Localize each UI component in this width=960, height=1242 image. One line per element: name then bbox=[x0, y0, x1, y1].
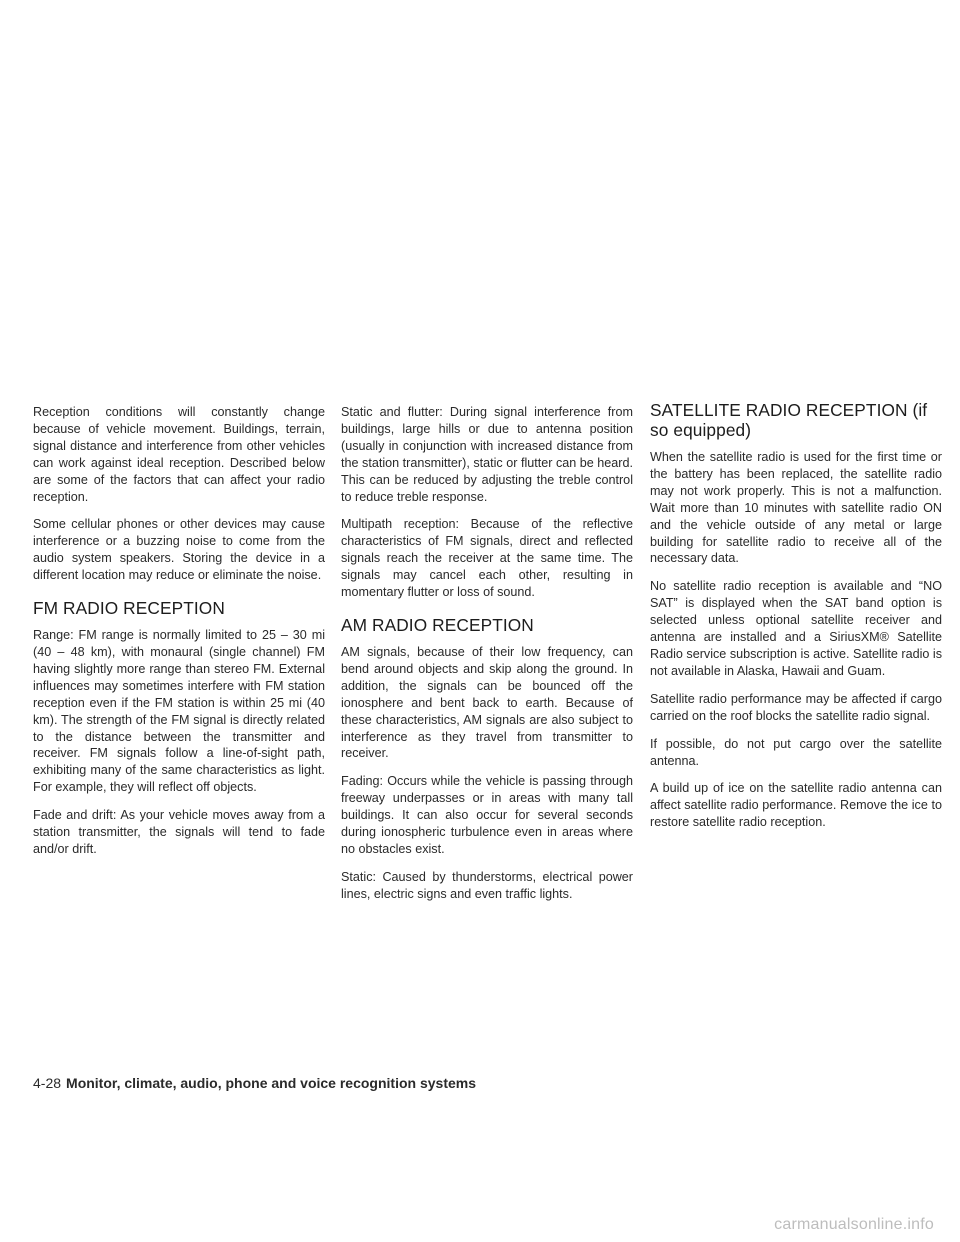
fm-fade-drift-paragraph: Fade and drift: As your vehicle moves away from a station transmitter, the signals will tend to fade and/or drift. bbox=[33, 808, 325, 856]
watermark: carmanualsonline.info bbox=[774, 1216, 934, 1233]
satellite-antenna-paragraph: If possible, do not put cargo over the satellite antenna. bbox=[650, 736, 942, 768]
page-number: 4-28 bbox=[33, 1075, 62, 1091]
satellite-ice-paragraph: A build up of ice on the satellite radio antenna can affect satellite radio performance. Remove the ice to restore satellite radio reception. bbox=[650, 781, 942, 830]
intro-paragraph: Reception conditions will constantly change because of vehicle movement. Buildings, terrain, signal distance and interference from other vehicles can work against ideal reception. Described below are some of the factors that can affect your radio reception. bbox=[33, 405, 325, 504]
am-signals-paragraph: AM signals, because of their low frequency, can bend around objects and skip along the ground. In addition, the signals can be bounced off the ionosphere and bent back to earth. Because of these characteristics, AM signals are also subject to interference as they travel from transmitter to receiver. bbox=[341, 644, 633, 761]
satellite-cargo-paragraph: Satellite radio performance may be affected if cargo carried on the roof blocks the satellite radio signal. bbox=[650, 691, 942, 723]
satellite-radio-heading: SATELLITE RADIO RECEPTION (if so equipped) bbox=[650, 400, 928, 440]
satellite-first-use-paragraph: When the satellite radio is used for the first time or the battery has been replaced, the satellite radio may not work properly. This is not a malfunction. Wait more than 10 minutes with satellite radio ON and the vehicle outside of any metal or large building for satellite radio to receive all of the necessary data. bbox=[650, 450, 942, 566]
am-radio-heading: AM RADIO RECEPTION bbox=[341, 614, 534, 635]
section-title: Monitor, climate, audio, phone and voice recognition systems bbox=[66, 1075, 476, 1091]
am-fading-paragraph: Fading: Occurs while the vehicle is passing through freeway underpasses or in areas with many tall buildings. It can also occur for several seconds during ionospheric turbulence even in areas where no obstacles exist. bbox=[341, 774, 633, 856]
page-footer bbox=[33, 1075, 476, 1091]
no-sat-paragraph: No satellite radio reception is available and “NO SAT” is displayed when the SAT band option is selected unless optional satellite receiver and antenna are installed and a SiriusXM® Satellite Radio service subscription is active. Satellite radio is not available in Alaska, Hawaii and Guam. bbox=[650, 579, 942, 678]
column-left bbox=[33, 404, 325, 869]
fm-radio-heading: FM RADIO RECEPTION bbox=[33, 598, 225, 619]
static-flutter-paragraph: Static and flutter: During signal interference from buildings, large hills or due to antenna position (usually in conjunction with increased distance from the station transmitter), static or flutter can be heard. This can be reduced by adjusting the treble control to reduce treble response. bbox=[341, 405, 633, 504]
multipath-paragraph: Multipath reception: Because of the reflective characteristics of FM signals, direct and reflected signals reach the receiver at the same time. The signals may cancel each other, resulting in momentary flutter or loss of sound. bbox=[341, 517, 633, 600]
interference-paragraph: Some cellular phones or other devices may cause interference or a buzzing noise to come from the audio system speakers. Storing the device in a different location may reduce or eliminate the noise. bbox=[33, 517, 325, 583]
fm-range-paragraph: Range: FM range is normally limited to 25 – 30 mi (40 – 48 km), with monaural (single channel) FM having slightly more range than stereo FM. External influences may sometimes interfere with FM station reception even if the FM station is within 25 mi (40 km). The strength of the FM signal is directly related to the distance between the transmitter and receiver. FM signals follow a line-of-sight path, exhibiting many of the same characteristics as light. For example, they will reflect off objects. bbox=[33, 628, 325, 795]
am-static-paragraph: Static: Caused by thunderstorms, electrical power lines, electric signs and even traffic lights. bbox=[341, 869, 633, 901]
column-middle bbox=[341, 404, 633, 914]
column-right bbox=[650, 400, 942, 842]
